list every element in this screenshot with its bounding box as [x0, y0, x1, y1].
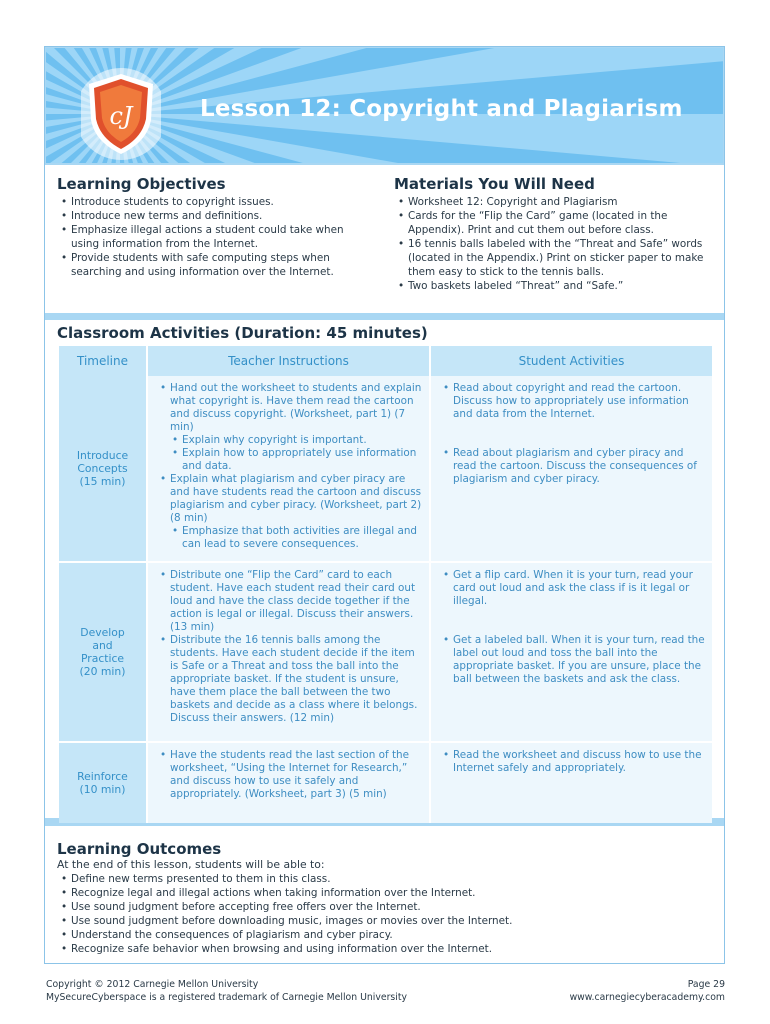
activities-table: [59, 346, 712, 823]
learning-objectives-list: [57, 195, 367, 279]
list-item: • Provide students with safe computing steps when searching and using information over the Internet.: [57, 251, 367, 279]
list-item: • Emphasize illegal actions a student could take when using information from the Internet.: [57, 223, 367, 251]
student-activities-list: [439, 382, 706, 486]
timeline-line: Develop: [80, 626, 125, 639]
teacher-instructions-list: [156, 569, 423, 725]
table-row: [59, 741, 712, 823]
list-item: • Recognize safe behavior when browsing and using information over the Internet.: [57, 942, 712, 956]
list-item: • Distribute one “Flip the Card” card to each student. Have each student read their card out loud and have the class decide together if the action is legal or illegal. Discuss their answers. (13 min): [156, 569, 423, 634]
timeline-cell: [59, 561, 148, 741]
list-item: • Have the students read the last section of the worksheet, “Using the Internet for Research,” and discuss how to use it safely and appropriately. (Worksheet, part 3) (5 min): [156, 749, 423, 801]
footer-right: [570, 978, 725, 1004]
timeline-line: Reinforce: [77, 770, 128, 783]
outcomes-panel: [45, 826, 724, 963]
teacher-instructions-cell: [148, 376, 431, 561]
list-item: • Emphasize that both activities are illegal and can lead to severe consequences.: [156, 525, 423, 551]
learning-outcomes-section: [57, 840, 712, 956]
page-number: Page 29: [687, 979, 725, 990]
teacher-instructions-cell: [148, 561, 431, 741]
list-item: • Get a flip card. When it is your turn, read your card out loud and ask the class if is it legal or illegal.: [439, 569, 706, 608]
list-item: • Use sound judgment before accepting free offers over the Internet.: [57, 900, 712, 914]
column-header-teacher-instructions: Teacher Instructions: [148, 346, 431, 376]
table-header-row: [59, 346, 712, 376]
list-item: • Read the worksheet and discuss how to use the Internet safely and appropriately.: [439, 749, 706, 775]
title-banner: [46, 48, 723, 163]
shield-logo-icon: [81, 68, 161, 160]
timeline-line: (15 min): [79, 475, 126, 488]
table-row: [59, 561, 712, 741]
list-item: • Define new terms presented to them in this class.: [57, 872, 712, 886]
learning-outcomes-heading: Learning Outcomes: [57, 840, 222, 858]
list-item: • Explain how to appropriately use information and data.: [156, 447, 423, 473]
timeline-line: Concepts: [77, 462, 128, 475]
lesson-title: Lesson 12: Copyright and Plagiarism: [200, 96, 683, 122]
logo-lettering: cJ: [109, 102, 133, 130]
timeline-line: Introduce: [76, 449, 129, 462]
list-item: • Read about plagiarism and cyber piracy and read the cartoon. Discuss the consequences of plagiarism and cyber piracy.: [439, 447, 706, 486]
student-activities-cell: [431, 741, 712, 823]
learning-objectives-heading: Learning Objectives: [57, 175, 226, 193]
materials-heading: Materials You Will Need: [394, 175, 595, 193]
learning-outcomes-list: [57, 872, 712, 956]
copyright-text: Copyright © 2012 Carnegie Mellon University: [46, 979, 259, 990]
materials-section: [394, 175, 714, 293]
student-activities-cell: [431, 376, 712, 561]
table-row: [59, 376, 712, 561]
list-item: • Two baskets labeled “Threat” and “Safe.”: [394, 279, 714, 293]
timeline-line: Practice: [80, 652, 125, 665]
student-activities-cell: [431, 561, 712, 741]
trademark-text: MySecureCyberspace is a registered trademark of Carnegie Mellon University: [46, 992, 407, 1003]
list-item: • 16 tennis balls labeled with the “Threat and Safe” words (located in the Appendix.) Print on sticker paper to make them easy to stick to the tennis balls.: [394, 237, 714, 279]
teacher-instructions-list: [156, 382, 423, 551]
timeline-line: (20 min): [79, 665, 126, 678]
list-item: • Worksheet 12: Copyright and Plagiarism: [394, 195, 714, 209]
student-activities-list: [439, 569, 706, 686]
list-item: • Recognize legal and illegal actions when taking information over the Internet.: [57, 886, 712, 900]
timeline-line: and: [92, 639, 113, 652]
list-item: • Use sound judgment before downloading music, images or movies over the Internet.: [57, 914, 712, 928]
list-item: • Explain what plagiarism and cyber piracy are and have students read the cartoon and discuss plagiarism and cyber piracy. (Worksheet, part 2) (8 min): [156, 473, 423, 525]
teacher-instructions-cell: [148, 741, 431, 823]
list-item: • Distribute the 16 tennis balls among the students. Have each student decide if the item is Safe or a Threat and toss the ball into the appropriate basket. If the student is unsure, have them place the ball between the two baskets and decide as a class where it belongs. Discuss their answers. (12 min): [156, 634, 423, 725]
timeline-line: (10 min): [79, 783, 126, 796]
objectives-panel: [45, 165, 724, 313]
classroom-activities-heading: Classroom Activities (Duration: 45 minutes): [57, 324, 428, 342]
activities-panel: [45, 320, 724, 818]
list-item: • Get a labeled ball. When it is your turn, read the label out loud and toss the ball into the appropriate basket. If you are unsure, place the ball between the baskets and ask the class.: [439, 634, 706, 686]
footer-left: [46, 978, 407, 1004]
list-item: • Hand out the worksheet to students and explain what copyright is. Have them read the cartoon and discuss copyright. (Worksheet, part 1) (7 min): [156, 382, 423, 434]
website-link[interactable]: www.carnegiecyberacademy.com: [569, 992, 725, 1003]
list-item: • Understand the consequences of plagiarism and cyber piracy.: [57, 928, 712, 942]
list-item: • Explain why copyright is important.: [156, 434, 423, 447]
list-item: • Introduce students to copyright issues.: [57, 195, 367, 209]
list-item: • Introduce new terms and definitions.: [57, 209, 367, 223]
learning-outcomes-intro: At the end of this lesson, students will be able to:: [57, 858, 325, 871]
list-item: • Read about copyright and read the cartoon. Discuss how to appropriately use information and data from the Internet.: [439, 382, 706, 421]
student-activities-list: [439, 749, 706, 775]
learning-objectives-section: [57, 175, 367, 279]
column-header-student-activities: Student Activities: [431, 346, 712, 376]
materials-list: [394, 195, 714, 293]
timeline-cell: [59, 741, 148, 823]
list-item: • Cards for the “Flip the Card” game (located in the Appendix). Print and cut them out before class.: [394, 209, 714, 237]
teacher-instructions-list: [156, 749, 423, 801]
timeline-cell: [59, 376, 148, 561]
column-header-timeline: Timeline: [59, 346, 148, 376]
